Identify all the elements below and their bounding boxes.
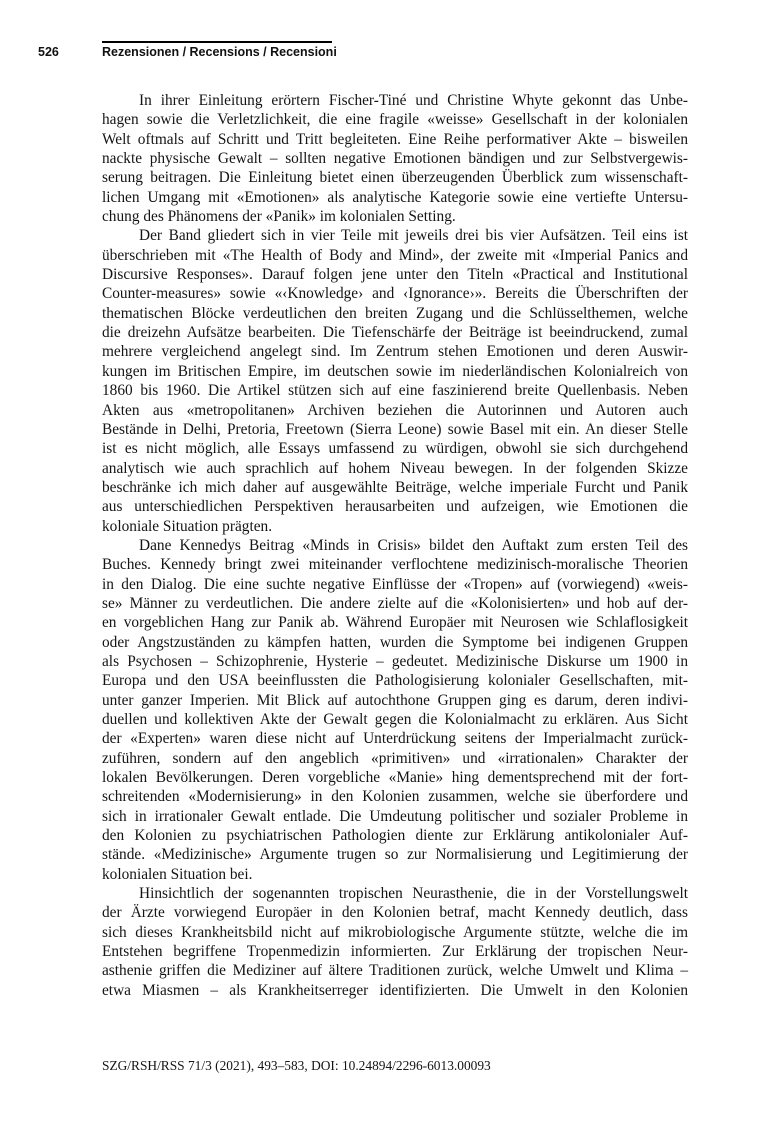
text-line: asthenie griffen die Mediziner auf ältere Traditionen zurück, welche Umwelt und Klima – — [102, 962, 688, 980]
text-line: Entstehen begriffene Tropenmedizin informierten. Zur Erklärung der tropischen Neur- — [102, 943, 688, 961]
text-line: chung des Phänomens der «Panik» im kolonialen Setting. — [102, 208, 456, 226]
text-line: Counter-measures» sowie «‹Knowledge› and ‹Ignorance›». Bereits die Überschriften der — [102, 285, 688, 303]
page-number: 526 — [38, 45, 59, 59]
text-line: Buches. Kennedy bringt zwei miteinander verflochtene medizinisch-moralische Theorien — [102, 556, 688, 574]
text-line: zuführen, sondern auf den angeblich «primitiven» und «irrationalen» Charakter der — [102, 749, 688, 767]
text-line: überschrieben mit «The Health of Body and Mind», der zweite mit «Imperial Panics and — [102, 246, 688, 264]
text-line: kungen im Britischen Empire, im deutschen sowie im niederländischen Kolonialreich von — [102, 362, 688, 380]
header-rule — [102, 41, 332, 43]
text-line: als Psychosen – Schizophrenie, Hysterie – gedeutet. Medizinische Diskurse um 1900 in — [102, 652, 688, 670]
text-line: etwa Miasmen – als Krankheitserreger identifizierten. Die Umwelt in den Kolonien — [102, 981, 688, 999]
text-line: den Kolonien zu psychiatrischen Pathologien diente zur Erklärung antikolonialer Auf- — [102, 827, 688, 845]
paragraph — [102, 884, 688, 1000]
text-line: serung beitragen. Die Einleitung bietet einen überzeugenden Überblick zum wissenschaft- — [102, 169, 688, 187]
text-line: die dreizehn Aufsätze bearbeiten. Die Tiefenschärfe der Beiträge ist beeindruckend, zumal — [102, 324, 688, 342]
text-line: ist es nicht möglich, alle Essays umfassend zu würdigen, obwohl sie sich durchgehend — [102, 440, 688, 458]
text-line: Der Band gliedert sich in vier Teile mit jeweils drei bis vier Aufsätzen. Teil eins ist — [139, 227, 688, 245]
text-line: Hinsichtlich der sogenannten tropischen Neurasthenie, die in der Vorstellungswelt — [139, 885, 688, 903]
paragraph — [102, 226, 688, 536]
text-line: In ihrer Einleitung erörtern Fischer-Tiné und Christine Whyte gekonnt das Unbe- — [139, 92, 688, 109]
text-line: schreitenden «Modernisierung» in den Kolonien zusammen, welche sie überfordere und — [102, 788, 688, 806]
running-header — [38, 45, 337, 65]
text-line: mehrere vergleichend angelegt sind. Im Zentrum stehen Emotionen und deren Auswir- — [102, 343, 688, 361]
text-line: oder Angstzuständen zu kämpfen hatten, wurden die Symptome bei indigenen Gruppen — [102, 633, 688, 651]
footer-citation: SZG/RSH/RSS 71/3 (2021), 493–583, DOI: 10.24894/2296-6013.00093 — [102, 1058, 491, 1073]
running-title: Rezensionen / Recensions / Recensioni — [102, 45, 337, 59]
text-line: koloniale Situation prägten. — [102, 517, 273, 535]
body-text — [102, 91, 688, 1000]
text-line: hagen sowie die Verletzlichkeit, die eine fragile «weisse» Gesellschaft in der kolonialen — [102, 111, 688, 129]
text-line: Akten aus «metropolitanen» Archiven beziehen die Autorinnen und Autoren auch — [102, 401, 688, 419]
text-line: analytisch wie auch sprachlich auf hohem Niveau bewegen. In der folgenden Skizze — [102, 459, 688, 477]
text-line: der «Experten» waren diese nicht auf Unterdrückung seitens der Imperialmacht zurück- — [102, 730, 688, 748]
text-line: Discursive Responses». Darauf folgen jene unter den Titeln «Practical and Institutional — [102, 266, 688, 284]
text-line: sich dieses Krankheitsbild nicht auf mikrobiologische Argumente stützte, welche die im — [102, 923, 688, 941]
text-line: beschränke ich mich daher auf ausgewählte Beiträge, welche imperiale Furcht und Panik — [102, 478, 688, 496]
text-line: thematischen Blöcke verdeutlichen den breiten Zugang und die Schlüsselthemen, welche — [102, 304, 688, 322]
text-line: kolonialen Situation bei. — [102, 865, 253, 883]
text-line: aus unterschiedlichen Perspektiven herausarbeiten und aufzeigen, wie Emotionen die — [102, 498, 688, 516]
paragraph — [102, 91, 688, 226]
text-line: Dane Kennedys Beitrag «Minds in Crisis» bildet den Auftakt zum ersten Teil des — [139, 536, 688, 554]
paragraph — [102, 536, 688, 884]
text-line: stände. «Medizinische» Argumente trugen so zur Normalisierung und Legitimierung der — [102, 846, 688, 864]
text-line: in den Dialog. Die eine suchte negative Einflüsse der «Tropen» auf (vorwiegend) «weis- — [102, 575, 688, 593]
text-line: unter ganzer Imperien. Mit Blick auf autochthone Gruppen ging es darum, deren indivi- — [102, 691, 688, 709]
text-line: lichen Umgang mit «Emotionen» als analytische Kategorie sowie eine vertiefte Untersu- — [102, 188, 688, 206]
text-line: duellen und kollektiven Akte der Gewalt gegen die Kolonialmacht zu erklären. Aus Sicht — [102, 711, 688, 728]
text-line: lokalen Bevölkerungen. Deren vorgebliche «Manie» hing dementsprechend mit der fort- — [102, 769, 688, 787]
text-line: 1860 bis 1960. Die Artikel stützen sich auf eine faszinierend breite Quellenbasis. Neben — [102, 382, 688, 400]
text-line: sich in irrationaler Gewalt entlade. Die Umdeutung politischer und sozialer Probleme in — [102, 807, 688, 825]
text-line: der Ärzte vorwiegend Europäer in den Kolonien betraf, macht Kennedy deutlich, dass — [102, 904, 688, 922]
text-line: Welt oftmals auf Schritt und Tritt begleiteten. Eine Reihe performativer Akte – bisweilen — [102, 130, 688, 148]
text-line: se» Männer zu verdeutlichen. Die andere zielte auf die «Kolonisierten» und hob auf der- — [102, 594, 688, 612]
text-line: en vorgeblichen Hang zur Panik ab. Während Europäer mit Neurosen wie Schlaflosigkeit — [102, 614, 688, 632]
text-line: nackte physische Gewalt – sollten negative Emotionen bändigen und zur Selbstvergewis- — [102, 150, 688, 168]
text-line: Europa und den USA beeinflussten die Pathologisierung kolonialer Gesellschaften, mit- — [102, 672, 688, 690]
text-line: Bestände in Delhi, Pretoria, Freetown (Sierra Leone) sowie Basel mit ein. An dieser Stelle — [102, 420, 688, 438]
